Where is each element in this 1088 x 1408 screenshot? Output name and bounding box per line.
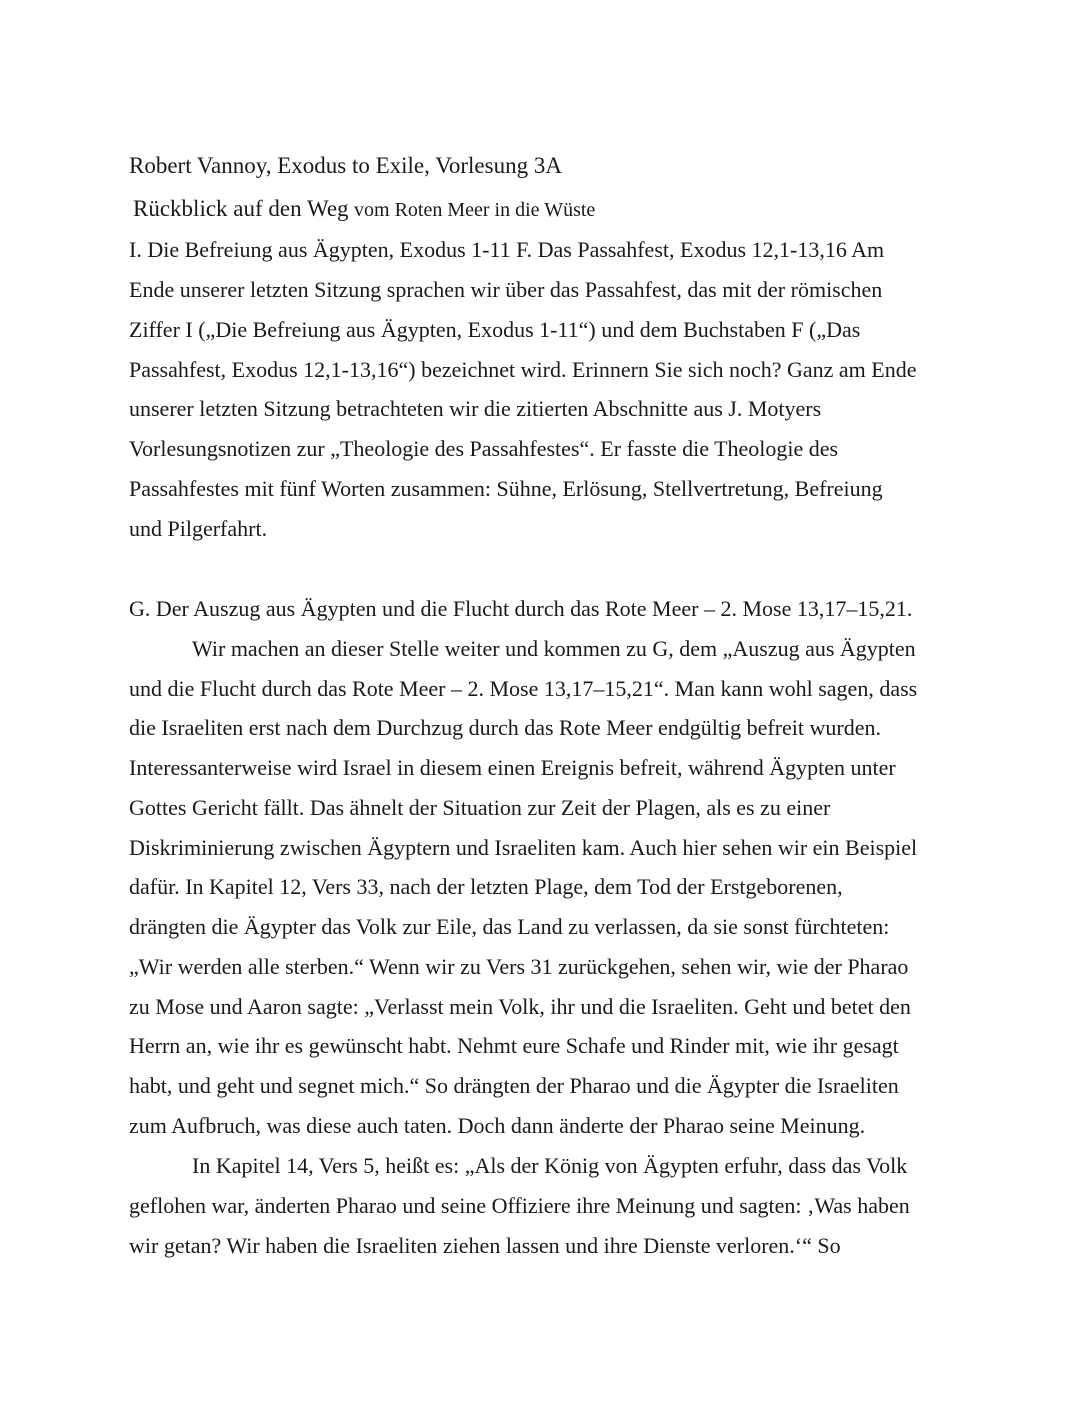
section2-line: und die Flucht durch das Rote Meer – 2. Mose 13,17–15,21“. Man kann wohl sagen, dass xyxy=(129,676,918,701)
section2-line: habt, und geht und segnet mich.“ So drängten der Pharao und die Ägypter die Israeliten xyxy=(129,1073,899,1098)
section2-line: zu Mose und Aaron sagte: „Verlasst mein Volk, ihr und die Israeliten. Geht und betet den xyxy=(129,994,911,1019)
subtitle-part1: Rückblick auf den Weg xyxy=(133,196,349,221)
section3-line: wir getan? Wir haben die Israeliten ziehen lassen und ihre Dienste verloren.‘“ So xyxy=(129,1233,841,1258)
document-subtitle xyxy=(133,195,595,224)
section2-line: Diskriminierung zwischen Ägyptern und Israeliten kam. Auch hier sehen wir ein Beispiel xyxy=(129,835,918,860)
section1-line: und Pilgerfahrt. xyxy=(129,516,268,541)
section1-line: Vorlesungsnotizen zur „Theologie des Passahfestes“. Er fasste die Theologie des xyxy=(129,436,839,461)
section1-line: unserer letzten Sitzung betrachteten wir die zitierten Abschnitte aus J. Motyers xyxy=(129,396,822,421)
section2-line: drängten die Ägypter das Volk zur Eile, das Land zu verlassen, da sie sonst fürchteten: xyxy=(129,914,890,939)
document-title: Robert Vannoy, Exodus to Exile, Vorlesung 3A xyxy=(129,153,562,178)
section1-line: Passahfest, Exodus 12,1-13,16“) bezeichnet wird. Erinnern Sie sich noch? Ganz am Ende xyxy=(129,357,917,382)
section1-line: Ziffer I („Die Befreiung aus Ägypten, Exodus 1-11“) und dem Buchstaben F („Das xyxy=(129,317,861,342)
section3-line: geflohen war, änderten Pharao und seine Offiziere ihre Meinung und sagten: ‚Was haben xyxy=(129,1193,910,1218)
section2-line: zum Aufbruch, was diese auch taten. Doch dann änderte der Pharao seine Meinung. xyxy=(129,1113,866,1138)
section2-line: Wir machen an dieser Stelle weiter und kommen zu G, dem „Auszug aus Ägypten xyxy=(192,636,916,661)
section2-heading: G. Der Auszug aus Ägypten und die Flucht durch das Rote Meer – 2. Mose 13,17–15,21. xyxy=(129,596,913,621)
section2-line: dafür. In Kapitel 12, Vers 33, nach der letzten Plage, dem Tod der Erstgeborenen, xyxy=(129,874,843,899)
section3-line: In Kapitel 14, Vers 5, heißt es: „Als der König von Ägypten erfuhr, dass das Volk xyxy=(192,1153,908,1178)
section2-line: „Wir werden alle sterben.“ Wenn wir zu Vers 31 zurückgehen, sehen wir, wie der Pharao xyxy=(129,954,909,979)
section2-line: Herrn an, wie ihr es gewünscht habt. Nehmt eure Schafe und Rinder mit, wie ihr gesagt xyxy=(129,1033,899,1058)
section2-line: die Israeliten erst nach dem Durchzug durch das Rote Meer endgültig befreit wurden. xyxy=(129,715,882,740)
section2-line: Gottes Gericht fällt. Das ähnelt der Situation zur Zeit der Plagen, als es zu einer xyxy=(129,795,831,820)
section1-line: Passahfestes mit fünf Worten zusammen: Sühne, Erlösung, Stellvertretung, Befreiung xyxy=(129,476,883,501)
section1-line: Ende unserer letzten Sitzung sprachen wir über das Passahfest, das mit der römischen xyxy=(129,277,883,302)
section1-line: I. Die Befreiung aus Ägypten, Exodus 1-11 F. Das Passahfest, Exodus 12,1-13,16 Am xyxy=(129,237,885,262)
subtitle-part2: vom Roten Meer in die Wüste xyxy=(354,199,596,221)
section2-line: Interessanterweise wird Israel in diesem einen Ereignis befreit, während Ägypten unter xyxy=(129,755,896,780)
